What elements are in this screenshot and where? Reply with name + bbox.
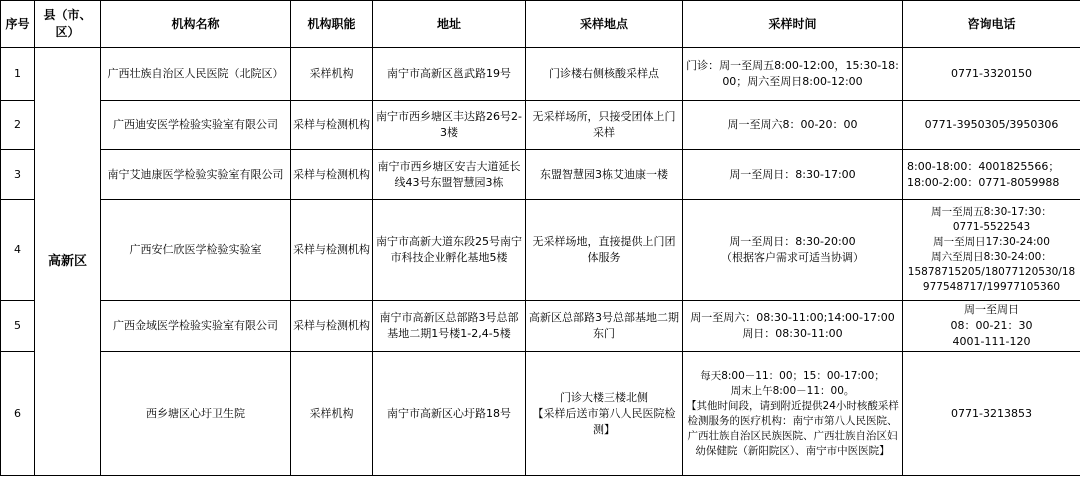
- row-function: 采样与检测机构: [291, 200, 373, 301]
- header-county: 县（市、区）: [35, 1, 101, 48]
- row-site: 无采样场地，直接提供上门团体服务: [526, 200, 683, 301]
- row-no: 2: [1, 101, 35, 150]
- row-phone: 周一至周五8:30-17:30： 0771-5522543 周一至周日17:30-24:00 周六至周日8:30-24:00： 15878715205/18077120530/18977548717/19977105360: [903, 200, 1080, 301]
- row-time: 门诊：周一至周五8:00-12:00，15:30-18:00；周六至周日8:00-12:00: [683, 48, 903, 101]
- row-address: 南宁市西乡塘区丰达路26号2-3楼: [373, 101, 526, 150]
- row-name: 南宁艾迪康医学检验实验室有限公司: [101, 150, 291, 200]
- row-name: 西乡塘区心圩卫生院: [101, 352, 291, 476]
- row-phone: 8:00-18:00：4001825566； 18:00-2:00：0771-8059988: [903, 150, 1080, 200]
- row-name: 广西金域医学检验实验室有限公司: [101, 301, 291, 352]
- row-site: 高新区总部路3号总部基地二期东门: [526, 301, 683, 352]
- row-no: 4: [1, 200, 35, 301]
- row-time: 周一至周日：8:30-17:00: [683, 150, 903, 200]
- row-name: 广西迪安医学检验实验室有限公司: [101, 101, 291, 150]
- row-time: 周一至周六8：00-20：00: [683, 101, 903, 150]
- row-address: 南宁市西乡塘区安吉大道延长线43号东盟智慧园3栋: [373, 150, 526, 200]
- table-row: [1, 48, 1080, 101]
- row-site: 无采样场所，只接受团体上门采样: [526, 101, 683, 150]
- row-address: 南宁市高新区总部路3号总部基地二期1号楼1-2,4-5楼: [373, 301, 526, 352]
- table-row: [1, 150, 1080, 200]
- row-no: 6: [1, 352, 35, 476]
- row-name: 广西壮族自治区人民医院（北院区）: [101, 48, 291, 101]
- row-phone: 周一至周日 08：00-21：30 4001-111-120: [903, 301, 1080, 352]
- row-no: 5: [1, 301, 35, 352]
- table-header-row: [1, 1, 1080, 48]
- row-site: 门诊大楼三楼北侧 【采样后送市第八人民医院检测】: [526, 352, 683, 476]
- header-time: 采样时间: [683, 1, 903, 48]
- table-row: [1, 101, 1080, 150]
- row-function: 采样与检测机构: [291, 301, 373, 352]
- header-function: 机构职能: [291, 1, 373, 48]
- row-function: 采样与检测机构: [291, 150, 373, 200]
- county-cell: 高新区: [35, 48, 101, 476]
- row-address: 南宁市高新大道东段25号南宁市科技企业孵化基地5楼: [373, 200, 526, 301]
- header-phone: 咨询电话: [903, 1, 1080, 48]
- row-address: 南宁市高新区邕武路19号: [373, 48, 526, 101]
- header-name: 机构名称: [101, 1, 291, 48]
- row-address: 南宁市高新区心圩路18号: [373, 352, 526, 476]
- row-no: 3: [1, 150, 35, 200]
- header-no: 序号: [1, 1, 35, 48]
- row-time: 周一至周日：8:30-20:00 （根据客户需求可适当协调）: [683, 200, 903, 301]
- row-function: 采样与检测机构: [291, 101, 373, 150]
- row-phone: 0771-3320150: [903, 48, 1080, 101]
- row-no: 1: [1, 48, 35, 101]
- row-name: 广西安仁欣医学检验实验室: [101, 200, 291, 301]
- row-phone: 0771-3213853: [903, 352, 1080, 476]
- table-row: [1, 352, 1080, 476]
- row-site: 东盟智慧园3栋艾迪康一楼: [526, 150, 683, 200]
- row-function: 采样机构: [291, 48, 373, 101]
- header-site: 采样地点: [526, 1, 683, 48]
- table-row: [1, 200, 1080, 301]
- row-site: 门诊楼右侧核酸采样点: [526, 48, 683, 101]
- row-phone: 0771-3950305/3950306: [903, 101, 1080, 150]
- header-address: 地址: [373, 1, 526, 48]
- row-time: 每天8:00－11：00；15：00-17:00； 周末上午8:00－11：00。 【其他时间段，请到附近提供24小时核酸采样检测服务的医疗机构：南宁市第八人民医院、广西壮族自治区民族医院、广西壮族自治区妇幼保健院（新阳院区）、南宁市中医医院】: [683, 352, 903, 476]
- row-function: 采样机构: [291, 352, 373, 476]
- row-time: 周一至周六：08:30-11:00;14:00-17:00 周日：08:30-11:00: [683, 301, 903, 352]
- table-row: [1, 301, 1080, 352]
